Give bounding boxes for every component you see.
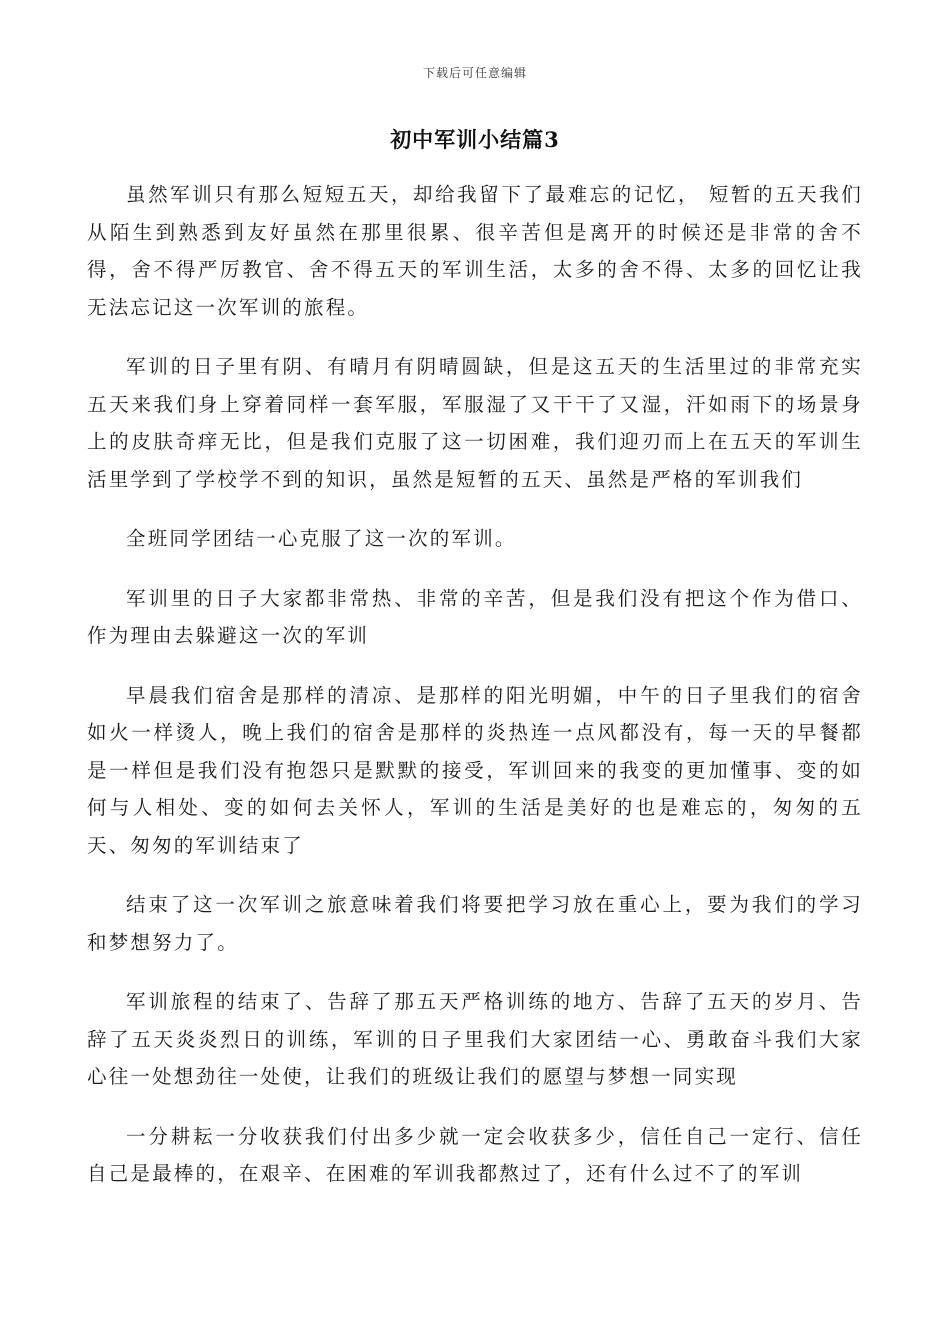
paragraph: 军训的日子里有阴、有晴月有阴晴圆缺，但是这五天的生活里过的非常充实五天来我们身上穿着同样一套军服，军服湿了又干干了又湿，汗如雨下的场景身上的皮肤奇痒无比，但是我们克服了这一切困难，我们迎刃而上在五天的军训生活里学到了学校学不到的知识，虽然是短暂的五天、虽然是严格的军训我们 <box>87 355 863 491</box>
document-title: 初中军训小结篇3 <box>390 127 560 152</box>
paragraph: 全班同学团结一心克服了这一次的军训。 <box>126 527 517 550</box>
paragraph: 军训里的日子大家都非常热、非常的辛苦，但是我们没有把这个作为借口、作为理由去躲避这一次的军训 <box>87 586 863 647</box>
paragraph: 军训旅程的结束了、告辞了那五天严格训练的地方、告辞了五天的岁月、告辞了五天炎炎烈日的训练，军训的日子里我们大家团结一心、勇敢奋斗我们大家心往一处想劲往一处使，让我们的班级让我们的愿望与梦想一同实现 <box>87 990 863 1088</box>
paragraph: 结束了这一次军训之旅意味着我们将要把学习放在重心上，要为我们的学习和梦想努力了。 <box>87 893 863 954</box>
paragraph: 一分耕耘一分收获我们付出多少就一定会收获多少，信任自己一定行、信任自己是最棒的，在艰辛、在困难的军训我都熬过了，还有什么过不了的军训 <box>87 1124 863 1185</box>
paragraph: 虽然军训只有那么短短五天，却给我留下了最难忘的记忆， 短暂的五天我们从陌生到熟悉到友好虽然在那里很累、很辛苦但是离开的时候还是非常的舍不得，舍不得严厉教官、舍不得五天的军训生活，太多的舍不得、太多的回忆让我无法忘记这一次军训的旅程。 <box>87 183 863 319</box>
header-note: 下载后可任意编辑 <box>422 66 527 80</box>
document-body <box>87 176 863 1215</box>
paragraph: 早晨我们宿舍是那样的清凉、是那样的阳光明媚，中午的日子里我们的宿舍如火一样烫人，晚上我们的宿舍是那样的炎热连一点风都没有，每一天的早餐都是一样但是我们没有抱怨只是默默的接受，军训回来的我变的更加懂事、变的如何与人相处、变的如何去关怀人，军训的生活是美好的也是难忘的，匆匆的五天、匆匆的军训结束了 <box>87 683 863 857</box>
